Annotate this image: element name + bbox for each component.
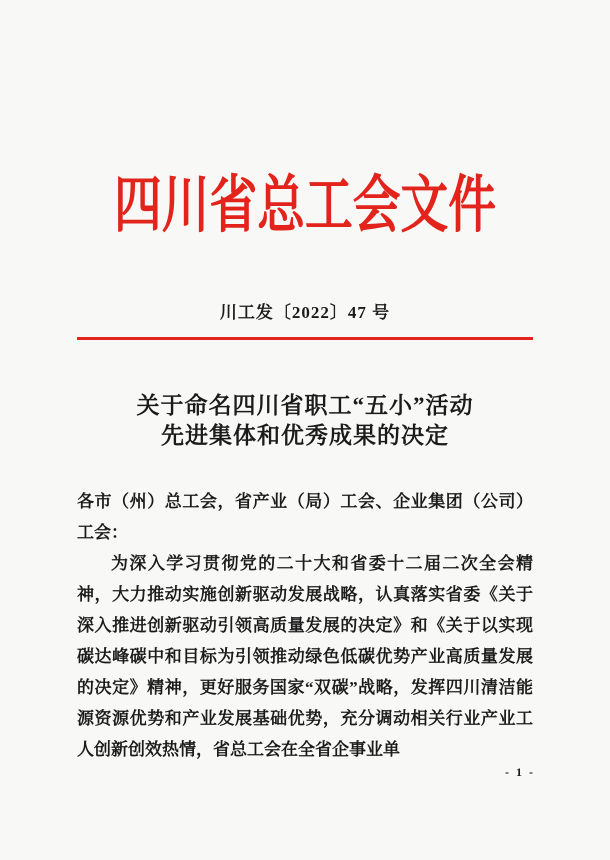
document-body: [77, 486, 533, 765]
document-header-org-title: 四川省总工会文件: [114, 172, 496, 240]
document-title: [0, 391, 610, 451]
document-number: 川工发〔2022〕47 号: [219, 303, 391, 322]
document-title-line1: 关于命名四川省职工“五小”活动: [136, 393, 474, 418]
page-number: - 1 -: [505, 765, 535, 779]
document-title-line2: 先进集体和优秀成果的决定: [161, 423, 449, 448]
salutation-line: 各市（州）总工会，省产业（局）工会、企业集团（公司）工会：: [77, 492, 533, 542]
body-paragraph: 为深入学习贯彻党的二十大和省委十二届二次全会精神，大力推动实施创新驱动发展战略，认真落实省委《关于深入推进创新驱动引领高质量发展的决定》和《关于以实现碳达峰碳中和目标为引领推动绿色低碳优势产业高质量发展的决定》精神，更好服务国家“双碳”战略，发挥四川清洁能源资源优势和产业发展基础优势，充分调动相关行业产业工人创新创效热情，省总工会在全省企事业单: [77, 554, 533, 759]
header-divider-line: [77, 337, 533, 340]
